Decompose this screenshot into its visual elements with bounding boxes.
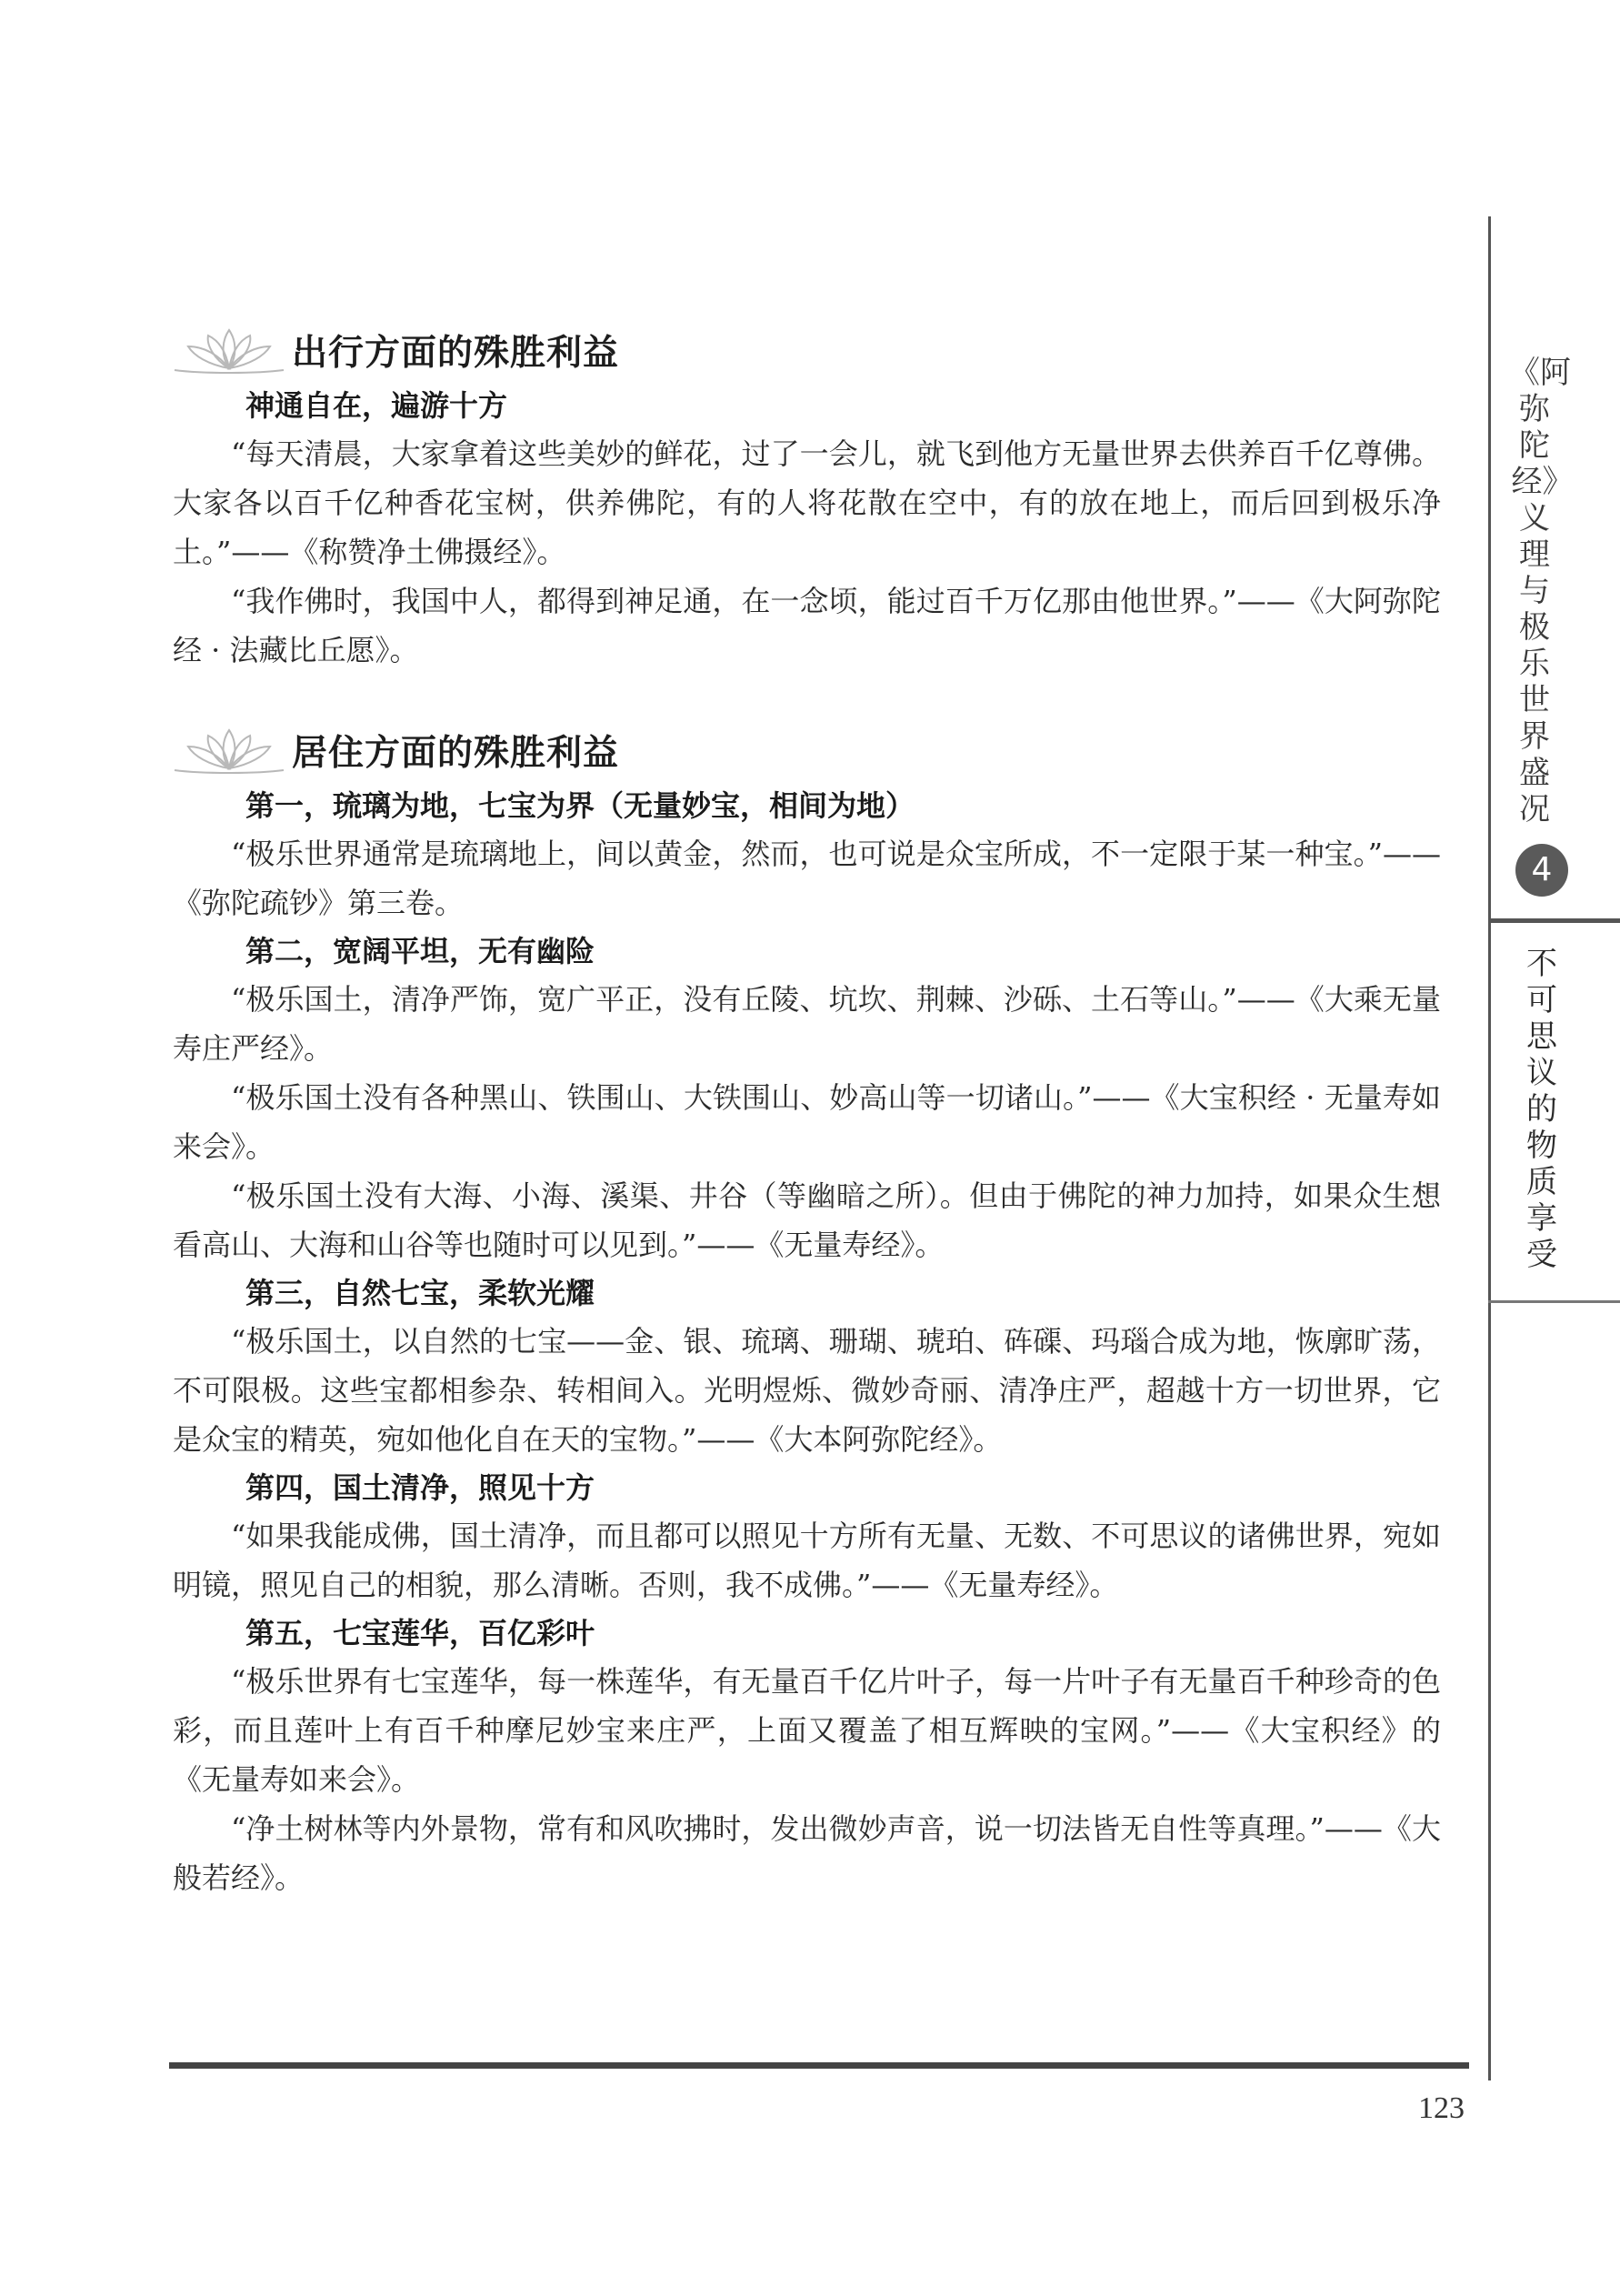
sub-heading: 第二，宽阔平坦，无有幽险 [245, 934, 595, 968]
quote-paragraph: “净土树林等内外景物，常有和风吹拂时，发出微妙声音，说一切法皆无自性等真理。”——《大般若经》。 [173, 1811, 1441, 1895]
quote-paragraph: “极乐国土没有各种黑山、铁围山、大铁围山、妙高山等一切诸山。”——《大宝积经 · 无量寿如来会》。 [173, 1080, 1441, 1164]
quote-paragraph: “极乐世界通常是琉璃地上，间以黄金，然而，也可说是众宝所成，不一定限于某一种宝。”——《弥陀疏钞》第三卷。 [173, 837, 1441, 920]
quote-paragraph: “每天清晨，大家拿着这些美妙的鲜花，过了一会儿，就飞到他方无量世界去供养百千亿尊佛。大家各以百千亿种香花宝树，供养佛陀，有的人将花散在空中，有的放在地上，而后回到极乐净土。”——《称赞净土佛摄经》。 [173, 436, 1441, 569]
main-content [173, 318, 1441, 1902]
quote-paragraph: “极乐国土没有大海、小海、溪渠、井谷（等幽暗之所）。但由于佛陀的神力加持，如果众生想看高山、大海和山谷等也随时可以见到。”——《无量寿经》。 [173, 1178, 1441, 1262]
side-tab-vertical-rule [1488, 216, 1491, 2080]
sub-heading: 第四，国土清净，照见十方 [245, 1470, 595, 1505]
side-tab-top-rule [1488, 918, 1620, 923]
quote-paragraph: “我作佛时，我国中人，都得到神足通，在一念顷，能过百千万亿那由他世界。”——《大阿弥陀经 · 法藏比丘愿》。 [173, 584, 1441, 667]
section-title: 居住方面的殊胜利益 [292, 733, 620, 774]
side-tab-bottom-rule [1488, 1300, 1620, 1303]
lotus-icon [170, 723, 288, 777]
sub-heading: 第一，琉璃为地，七宝为界（无量妙宝，相间为地） [245, 788, 915, 823]
section-dwelling [173, 718, 1441, 1902]
lotus-icon [170, 323, 288, 377]
quote-paragraph: “极乐国土，以自然的七宝——金、银、琉璃、珊瑚、琥珀、砗磲、玛瑙合成为地，恢廓旷荡，不可限极。这些宝都相参杂、转相间入。光明煜烁、微妙奇丽、清净庄严，超越十方一切世界，它是众宝的精英，宛如他化自在天的宝物。”——《大本阿弥陀经》。 [173, 1324, 1441, 1457]
chapter-number-badge: 4 [1515, 844, 1568, 897]
quote-paragraph: “如果我能成佛，国土清净，而且都可以照见十方所有无量、无数、不可思议的诸佛世界，宛如明镜，照见自己的相貌，那么清晰。否则，我不成佛。”——《无量寿经》。 [173, 1519, 1441, 1602]
quote-paragraph: “极乐国土，清净严饰，宽广平正，没有丘陵、坑坎、荆棘、沙砾、土石等山。”——《大乘无量寿庄严经》。 [173, 982, 1441, 1066]
section-travel [173, 318, 1441, 675]
section-title: 出行方面的殊胜利益 [292, 333, 620, 374]
sub-heading: 第五，七宝莲华，百亿彩叶 [245, 1616, 595, 1650]
side-tab-book-title: 《阿弥陀经》义理与极乐世界盛况 [1509, 355, 1571, 827]
section-heading [170, 718, 1441, 782]
sub-heading: 神通自在，遍游十方 [245, 388, 508, 423]
footer-rule [169, 2062, 1469, 2069]
section-heading [170, 318, 1441, 382]
sub-heading: 第三，自然七宝，柔软光耀 [245, 1276, 595, 1310]
page-number: 123 [1418, 2091, 1465, 2125]
side-tab-chapter-title: 不可思议的物质享受 [1526, 946, 1557, 1273]
quote-paragraph: “极乐世界有七宝莲华，每一株莲华，有无量百千亿片叶子，每一片叶子有无量百千种珍奇的色彩，而且莲叶上有百千种摩尼妙宝来庄严，上面又覆盖了相互辉映的宝网。”——《大宝积经》的《无量寿如来会》。 [173, 1664, 1441, 1797]
